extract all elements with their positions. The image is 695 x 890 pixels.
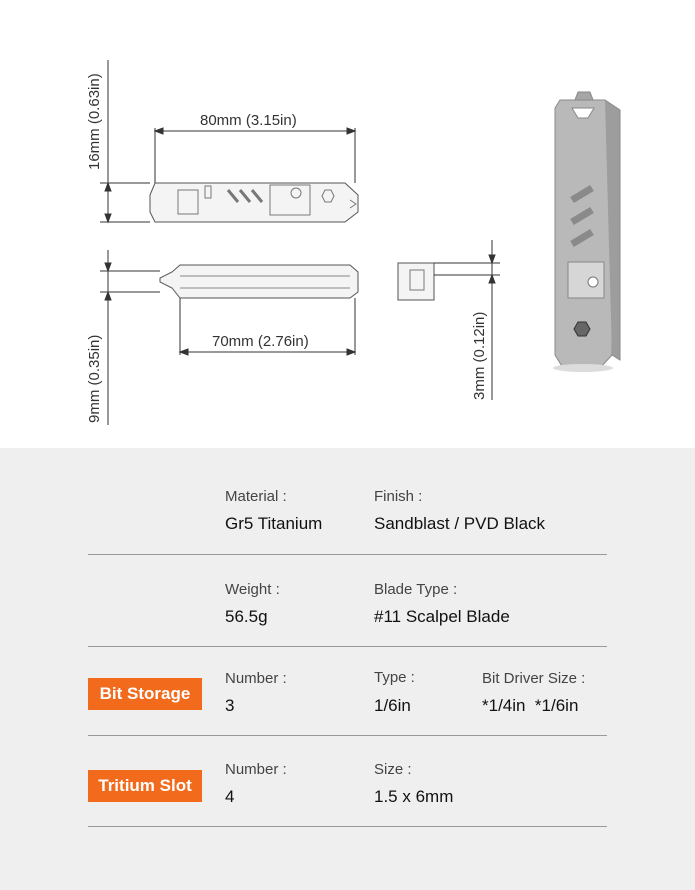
bit-number-label: Number :	[225, 670, 287, 687]
specs-panel	[0, 448, 695, 890]
bit-number-value: 3	[225, 696, 235, 715]
bit-type-label: Type :	[374, 669, 415, 686]
length-side-label: 70mm (2.76in)	[212, 333, 309, 350]
height-top-label: 16mm (0.63in)	[86, 73, 103, 170]
tritium-slot-tag: Tritium Slot	[88, 770, 202, 802]
weight-label: Weight :	[225, 581, 280, 598]
weight-value: 56.5g	[225, 607, 268, 626]
tritium-size-value: 1.5 x 6mm	[374, 787, 454, 806]
finish-value: Sandblast / PVD Black	[374, 514, 546, 533]
material-value: Gr5 Titanium	[225, 514, 323, 533]
bit-storage-tag: Bit Storage	[88, 678, 202, 710]
height-side-label: 9mm (0.35in)	[86, 334, 103, 423]
length-top-label: 80mm (3.15in)	[200, 112, 297, 129]
tritium-number-label: Number :	[225, 761, 287, 778]
thickness-label: 3mm (0.12in)	[471, 311, 488, 400]
blade-type-value: #11 Scalpel Blade	[374, 607, 510, 626]
bit-driver-label: Bit Driver Size :	[482, 670, 586, 687]
divider	[88, 646, 607, 647]
bit-type-value: 1/6in	[374, 696, 411, 715]
divider	[88, 554, 607, 555]
tool-side-view	[160, 265, 358, 298]
finish-label: Finish :	[374, 488, 423, 505]
tool-end-view	[398, 263, 434, 300]
blade-type-label: Blade Type :	[374, 581, 458, 598]
material-label: Material :	[225, 488, 287, 505]
tritium-size-label: Size :	[374, 761, 412, 778]
divider	[88, 735, 607, 736]
bit-driver-value: *1/4in *1/6in	[482, 696, 579, 715]
divider	[88, 826, 607, 827]
tritium-number-value: 4	[225, 787, 235, 806]
